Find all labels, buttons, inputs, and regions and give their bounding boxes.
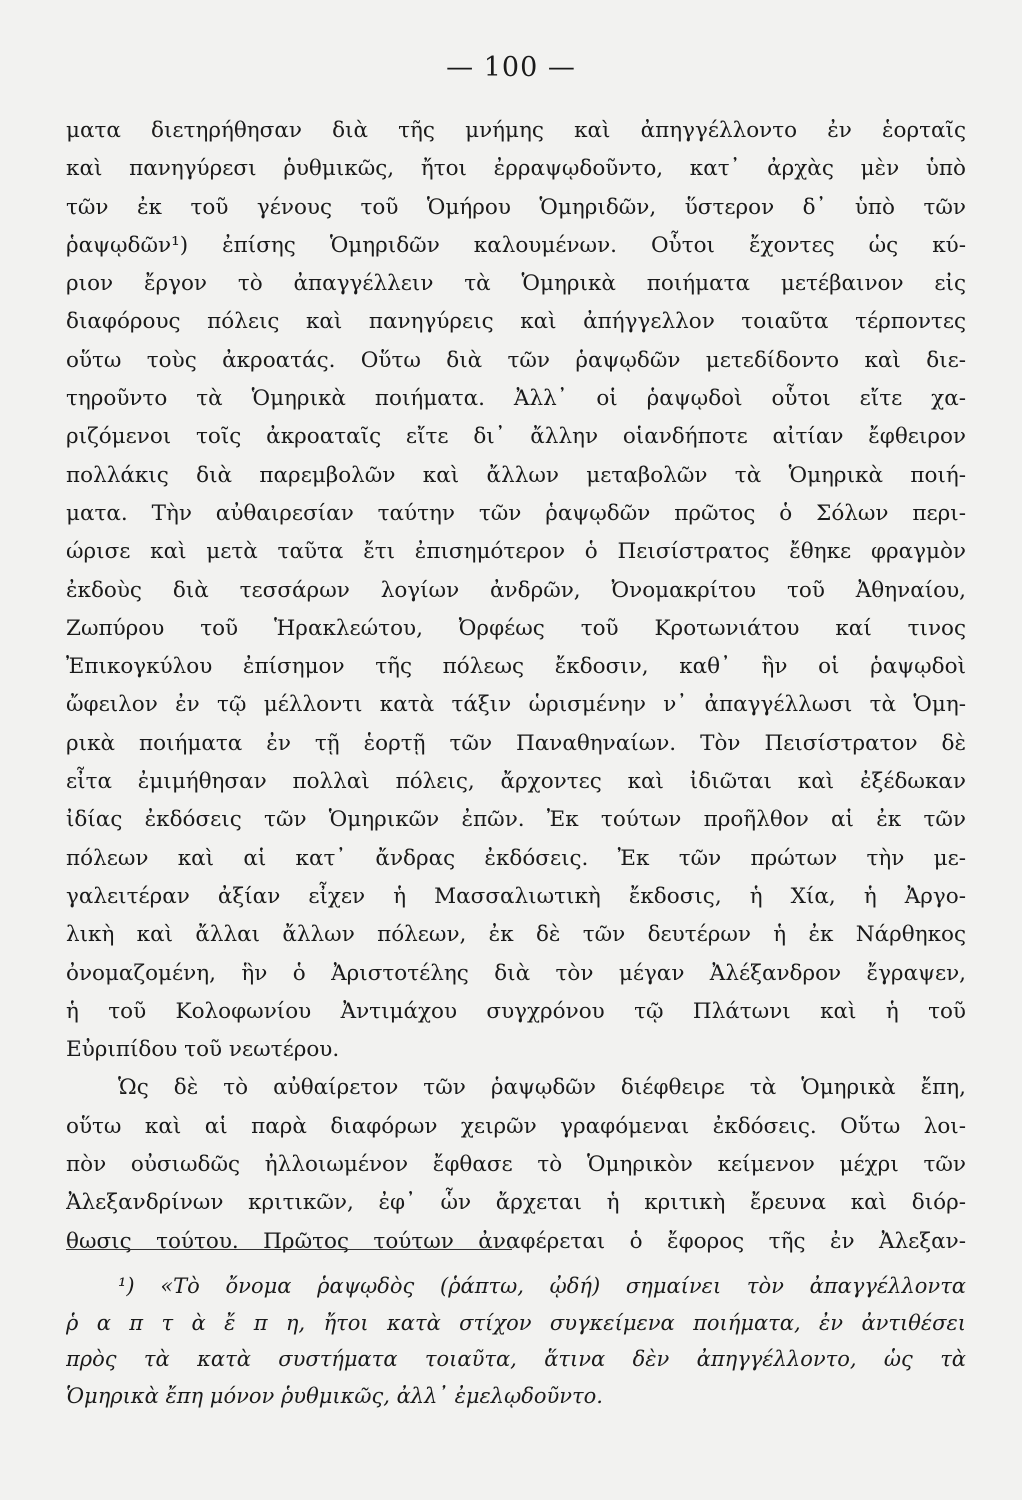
text-line: ῥαψῳδῶν¹) ἐπίσης Ὁμηριδῶν καλουμένων. Οὗτοι ἔχοντες ὡς κύ- [66,232,966,258]
text-line: ριον ἔργον τὸ ἀπαγγέλλειν τὰ Ὁμηρικὰ ποιήματα μετέβαινον εἰς [66,271,966,297]
text-line: ριζόμενοι τοῖς ἀκροαταῖς εἴτε δι᾿ ἄλλην οἱανδήποτε αἰτίαν ἔφθειρον [66,424,966,450]
text-line: γαλειτέραν ἀξίαν εἶχεν ἡ Μασσαλιωτικὴ ἔκδοσις, ἡ Χία, ἡ Ἀργο- [66,883,966,909]
text-line: καὶ πανηγύρεσι ῥυθμικῶς, ἤτοι ἐρραψῳδοῦντο, κατ᾿ ἀρχὰς μὲν ὑπὸ [66,156,966,182]
footnote-line: ¹) «Τὸ ὄνομα ῥαψῳδὸς (ῥάπτω, ᾠδή) σημαίνει τὸν ἀπαγγέλλοντα [118,1274,966,1298]
text-line: πὸν οὐσιωδῶς ἠλλοιωμένον ἔφθασε τὸ Ὁμηρικὸν κείμενον μέχρι τῶν [66,1152,966,1178]
text-line: Εὐριπίδου τοῦ νεωτέρου. [66,1037,340,1063]
text-line: οὕτω καὶ αἱ παρὰ διαφόρων χειρῶν γραφόμεναι ἐκδόσεις. Οὕτω λοι- [66,1113,966,1139]
footnote [66,1268,966,1414]
text-line: ματα. Τὴν αὐθαιρεσίαν ταύτην τῶν ῥαψῳδῶν πρῶτος ὁ Σόλων περι- [66,500,966,526]
text-line: ρικὰ ποιήματα ἐν τῇ ἑορτῇ τῶν Παναθηναίων. Τὸν Πεισίστρατον δὲ [66,730,966,756]
text-line: ματα διετηρήθησαν διὰ τῆς μνήμης καὶ ἀπηγγέλλοντο ἐν ἑορταῖς [66,118,966,143]
text-line: λικὴ καὶ ἄλλαι ἄλλων πόλεων, ἐκ δὲ τῶν δευτέρων ἡ ἐκ Νάρθηκος [66,922,966,948]
text-line: εἶτα ἐμιμήθησαν πολλαὶ πόλεις, ἄρχοντες καὶ ἰδιῶται καὶ ἐξέδωκαν [66,769,966,795]
text-line: ὀνομαζομένη, ἣν ὁ Ἀριστοτέλης διὰ τὸν μέγαν Ἀλέξανδρον ἔγραψεν, [66,960,966,986]
text-line: οὕτω τοὺς ἀκροατάς. Οὕτω διὰ τῶν ῥαψῳδῶν μετεδίδοντο καὶ διε- [66,347,966,373]
footnote-divider [66,1249,512,1250]
text-line: ὤφειλον ἐν τῷ μέλλοντι κατὰ τάξιν ὡρισμένην ν᾿ ἀπαγγέλλωσι τὰ Ὁμη- [66,692,966,718]
text-line: πολλάκις διὰ παρεμβολῶν καὶ ἄλλων μεταβολῶν τὰ Ὁμηρικὰ ποιή- [66,462,966,488]
text-line: θωσις τούτου. Πρῶτος τούτων ἀναφέρεται ὁ ἔφορος τῆς ἐν Ἀλεξαν- [66,1228,966,1254]
text-line: ἐκδοὺς διὰ τεσσάρων λογίων ἀνδρῶν, Ὀνομακρίτου τοῦ Ἀθηναίου, [66,577,966,603]
text-line: ἡ τοῦ Κολοφωνίου Ἀντιμάχου συγχρόνου τῷ Πλάτωνι καὶ ἡ τοῦ [66,998,966,1024]
text-line: διαφόρους πόλεις καὶ πανηγύρεις καὶ ἀπήγγελλον τοιαῦτα τέρποντες [66,309,966,335]
footnote-line: Ὁμηρικὰ ἔπη μόνον ῥυθμικῶς, ἀλλ᾿ ἐμελῳδοῦντο. [66,1383,603,1408]
page-number: — 100 — [446,52,576,83]
text-line: Ἀλεξανδρίνων κριτικῶν, ἐφ᾿ ὧν ἄρχεται ἡ κριτικὴ ἔρευνα καὶ διόρ- [66,1190,966,1216]
footnote-line: ῥ α π τ ὰ ἔ π η, ἤτοι κατὰ στίχον συγκείμενα ποιήματα, ἐν ἀντιθέσει [66,1310,966,1335]
text-line: Ζωπύρου τοῦ Ἡρακλεώτου, Ὀρφέως τοῦ Κροτωνιάτου καί τινος [66,615,966,641]
text-line: Ἐπικογκύλου ἐπίσημον τῆς πόλεως ἔκδοσιν, καθ᾿ ἣν οἱ ῥαψῳδοὶ [66,654,966,680]
main-text [66,112,966,1261]
footnote-line: πρὸς τὰ κατὰ συστήματα τοιαῦτα, ἅτινα δὲν ἀπηγγέλλοντο, ὡς τὰ [66,1347,966,1371]
text-line: τῶν ἐκ τοῦ γένους τοῦ Ὁμήρου Ὁμηριδῶν, ὕστερον δ᾿ ὑπὸ τῶν [66,194,966,220]
text-line: ώρισε καὶ μετὰ ταῦτα ἔτι ἐπισημότερον ὁ Πεισίστρατος ἔθηκε φραγμὸν [66,539,966,565]
text-line: Ὡς δὲ τὸ αὐθαίρετον τῶν ῥαψῳδῶν διέφθειρε τὰ Ὁμηρικὰ ἔπη, [118,1075,966,1101]
text-line: πόλεων καὶ αἱ κατ᾿ ἄνδρας ἐκδόσεις. Ἐκ τῶν πρώτων τὴν με- [66,845,966,871]
text-line: τηροῦντο τὰ Ὁμηρικὰ ποιήματα. Ἀλλ᾿ οἱ ῥαψῳδοὶ οὗτοι εἴτε χα- [66,386,966,412]
text-line: ἰδίας ἐκδόσεις τῶν Ὁμηρικῶν ἐπῶν. Ἐκ τούτων προῆλθον αἱ ἐκ τῶν [66,807,966,833]
